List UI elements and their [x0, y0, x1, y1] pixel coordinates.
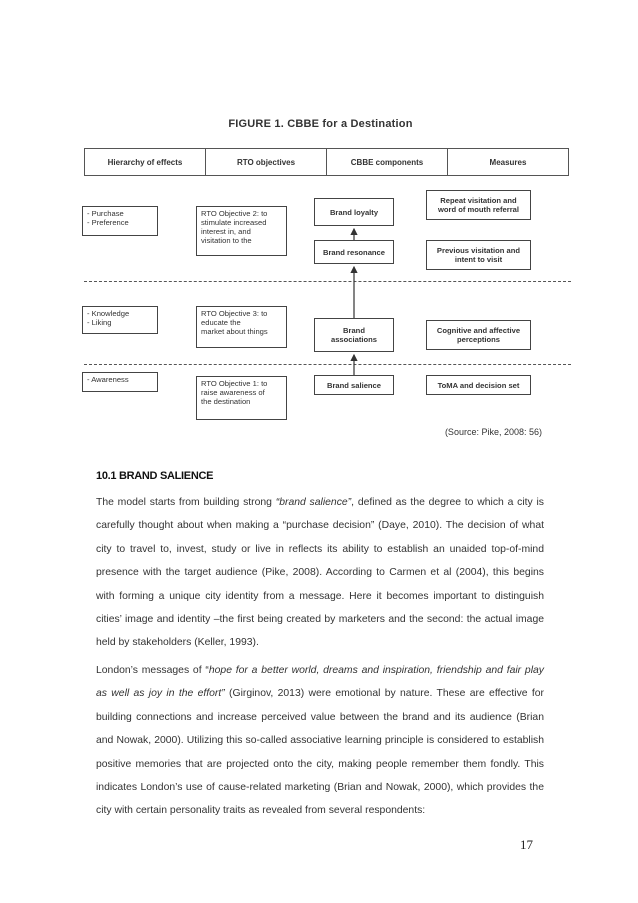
brand-resonance-box: Brand resonance — [314, 240, 394, 264]
section-heading: 10.1 BRAND SALIENCE — [96, 470, 214, 482]
paragraph-2: London’s messages of “hope for a better world, dreams and inspiration, friendship and fair play as well as joy in the effort” (Girginov, 2013) were emotional by nature. These are effective for building connections and increase perceived value between the brand and its audience (Brian and Nowak, 2000). Utilizing this so-called associative learning principle is considered to establish positive memories that are projected onto the city, making people remember them fondly. This indicates London’s use of cause-related marketing (Brian and Nowak, 2000), which provides the city with certain personality traits as revealed from several respondents: — [96, 665, 544, 817]
figure-title: FIGURE 1. CBBE for a Destination — [228, 118, 413, 130]
brand-associations-box: Brand associations — [314, 318, 394, 352]
paragraph-1: The model starts from building strong “brand salience”, defined as the degree to which a city is carefully thought about when making a “purchase decision” (Daye, 2010). The decision of what city to travel to, invest, study or live in reflects its ability to establish an unaided top-of-mind presence with the target audience (Pike, 2008). According to Carmen et al (2004), this begins with forming a unique city identity from a message. Here it becomes important to distinguish cities’ image and identity –the first being created by marketers and the second: the actual image held by stakeholders (Keller, 1993). — [96, 497, 544, 649]
measure-cognitive-box: Cognitive and affective perceptions — [426, 320, 531, 350]
rto-objective-1-box: RTO Objective 1: to raise awareness of the destination — [196, 376, 287, 420]
hierarchy-knowledge-box: - Knowledge - Liking — [82, 306, 158, 334]
hierarchy-awareness-box: - Awareness — [82, 372, 158, 392]
figure-source: (Source: Pike, 2008: 56) — [444, 427, 542, 437]
header-hierarchy: Hierarchy of effects — [85, 149, 206, 175]
page-number: 17 — [520, 837, 533, 852]
measure-toma-box: ToMA and decision set — [426, 375, 531, 395]
measure-repeat-visitation-box: Repeat visitation and word of mouth referral — [426, 190, 531, 220]
measure-previous-visitation-box: Previous visitation and intent to visit — [426, 240, 531, 270]
header-cbbe: CBBE components — [327, 149, 448, 175]
brand-salience-box: Brand salience — [314, 375, 394, 395]
figure-arrows — [68, 110, 573, 430]
rto-objective-3-box: RTO Objective 3: to educate the market about things — [196, 306, 287, 348]
brand-loyalty-box: Brand loyalty — [314, 198, 394, 226]
header-rto: RTO objectives — [206, 149, 327, 175]
rto-objective-2-box: RTO Objective 2: to stimulate increased interest in, and visitation to the — [196, 206, 287, 256]
cbbe-figure — [68, 110, 573, 430]
header-measures: Measures — [489, 157, 527, 167]
hierarchy-purchase-box: - Purchase - Preference — [82, 206, 158, 236]
